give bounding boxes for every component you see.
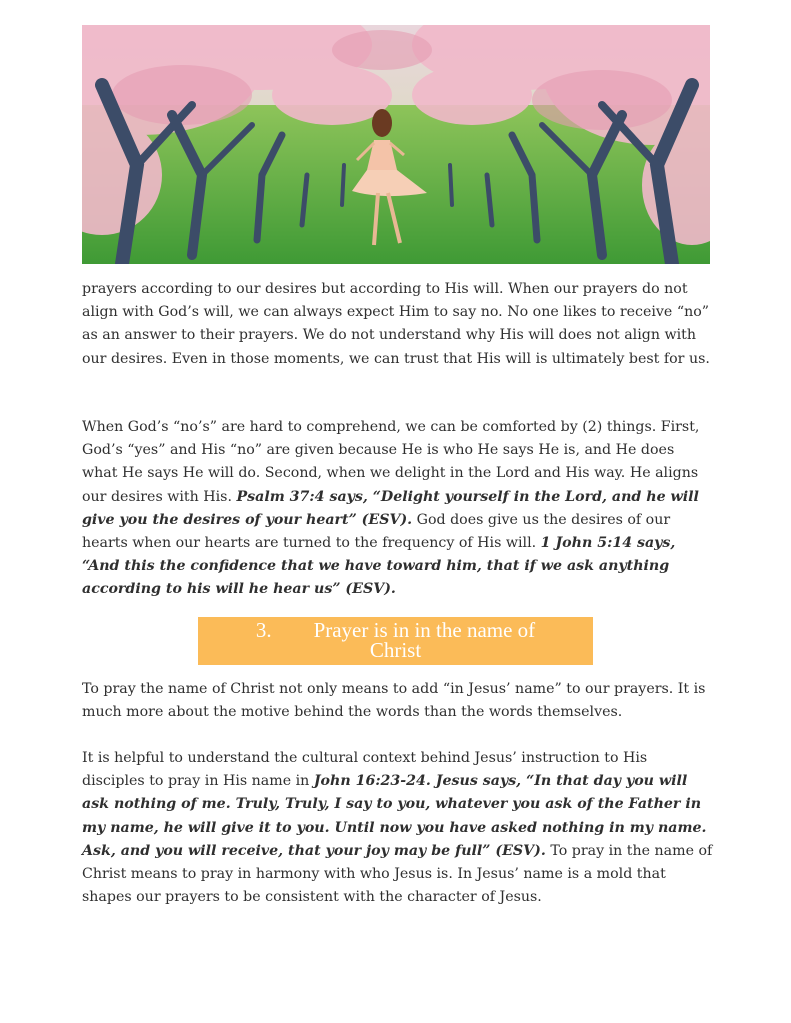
paragraph-gods-will: prayers according to our desires but according to His will. When our prayers do not align with God’s will, we can always expect Him to say no. No one likes to receive “no” as an answer to their prayers. We do not understand why His will does not align with our desires. Even in those moments, we can trust that His will is ultimately best for us. xyxy=(82,281,710,367)
scripture-quote-psalm: Psalm 37:4 says, “Delight yourself in the Lord, and he will give you the desires of your heart” (ESV). xyxy=(82,488,699,528)
scripture-quote-john: John 16:23-24. Jesus says, “In that day you will ask nothing of me. Truly, Truly, I say to you, whatever you ask of the Father in my name, he will give it to you. Until now you have asked nothing in my name. Ask, and you will receive, that your joy may be full” (ESV). xyxy=(82,773,707,859)
section-number: 3. xyxy=(255,618,272,642)
paragraph-text: God does give us the desires of our hearts when our hearts are turned to the frequency of His will. xyxy=(82,511,671,552)
section-heading xyxy=(198,617,593,665)
heading-line-2: Christ xyxy=(369,638,422,662)
section-heading-text xyxy=(198,620,593,660)
paragraph-text: When God’s “no’s” are hard to comprehend, we can be comforted by (2) things. First, God’s “yes” and His “no” are given because He is who He says He is, and He does what He says He will do. Second, when we delight in the Lord and His way. He aligns our desires with His. xyxy=(82,419,700,505)
paragraph-text: To pray in the name of Christ means to pray in harmony with who Jesus is. In Jesus’ name is a mold that shapes our prayers to be consistent with the character of Jesus. xyxy=(82,842,713,906)
paragraph-text: It is helpful to understand the cultural context behind Jesus’ instruction to His disciples to pray in His name in xyxy=(82,750,648,790)
woman-in-orchard-image xyxy=(82,25,710,264)
orchard-photo xyxy=(82,25,710,264)
paragraph-name-of-christ: To pray the name of Christ not only means to add “in Jesus’ name” to our prayers. It is much more about the motive behind the words than the words themselves. xyxy=(82,681,706,721)
scripture-quote-1john: 1 John 5:14 says, “And this the confidence that we have toward him, that if we ask anything according to his will he hear us” (ESV). xyxy=(82,535,676,598)
paragraph-comfort xyxy=(82,416,714,602)
heading-line-1: Prayer is in in the name of xyxy=(313,618,536,642)
paragraph-cultural-context xyxy=(82,747,714,909)
